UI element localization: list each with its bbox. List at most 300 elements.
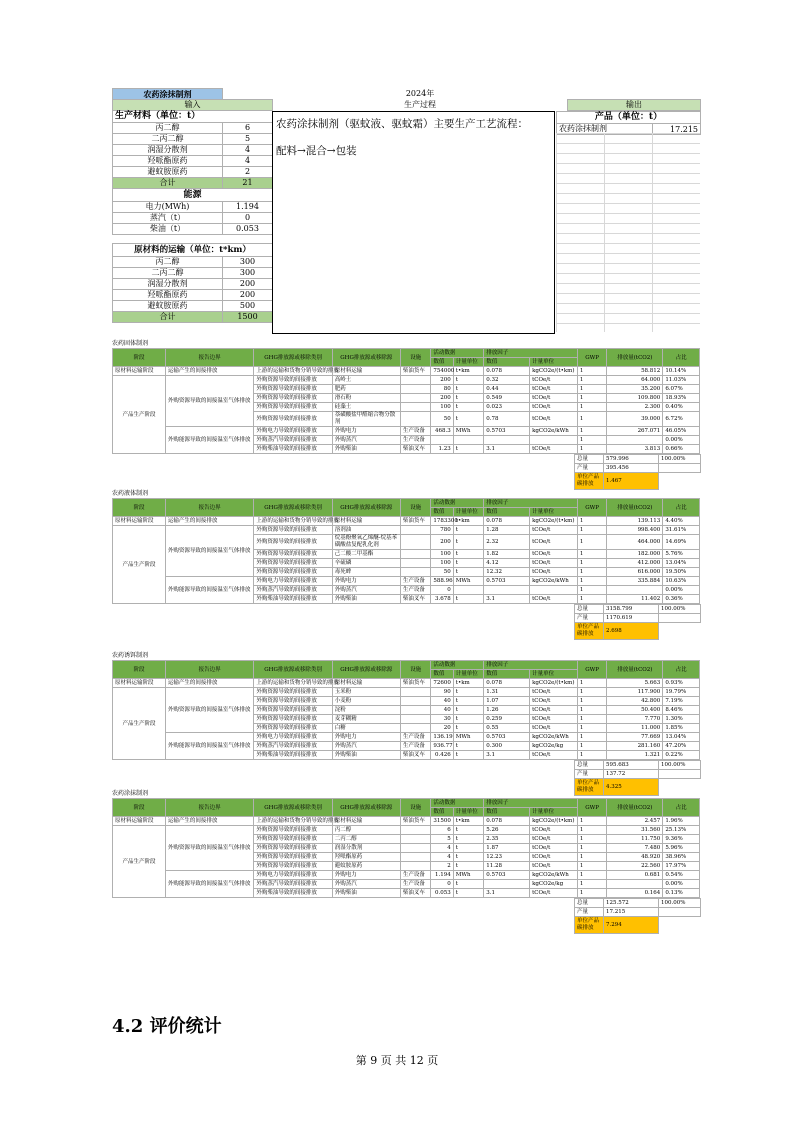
table-cell: tCOe/t — [530, 889, 578, 898]
table-cell: t — [453, 385, 484, 394]
table-cell: 0.44 — [484, 385, 530, 394]
table-cell: 1 — [577, 517, 607, 526]
column-header: GHG排放源或移除类别 — [254, 349, 332, 367]
column-header: 阶段 — [113, 661, 166, 679]
table-cell: 0.164 — [607, 889, 663, 898]
table-cell: 生产设备 — [400, 427, 431, 436]
unit-emission-value: 4.325 — [604, 779, 659, 796]
table-cell: tCOe/t — [530, 826, 578, 835]
summary-value — [659, 464, 701, 473]
column-subheader: 计量单位 — [530, 670, 578, 679]
table-cell: 11.000 — [607, 724, 663, 733]
table-cell: 1 — [577, 889, 607, 898]
column-header: 占比 — [663, 349, 700, 367]
summary-label: 总量 — [575, 761, 604, 770]
table-cell: 754000 — [431, 367, 453, 376]
column-subheader: 数值 — [431, 808, 453, 817]
summary-label: 总量 — [575, 605, 604, 614]
column-header: GWP — [577, 661, 607, 679]
table-cell: 80 — [431, 385, 453, 394]
table-cell: 1 — [577, 724, 607, 733]
table-cell: 2.300 — [607, 403, 663, 412]
table-cell: 1 — [577, 436, 607, 445]
table-cell — [400, 535, 431, 550]
table-cell: 139.113 — [607, 517, 663, 526]
table-cell: 0.023 — [484, 403, 530, 412]
summary-label: 产量 — [575, 614, 604, 623]
table-cell: 0.36% — [663, 595, 700, 604]
table-cell: t — [453, 568, 484, 577]
table-cell: 10.14% — [663, 367, 700, 376]
table-cell: 肥药 — [332, 385, 400, 394]
column-header: 排放因子 — [484, 799, 578, 808]
input-header: 输入 — [113, 100, 273, 111]
table-cell: 0 — [431, 880, 453, 889]
stage-cell: 产品生产阶段 — [113, 826, 166, 898]
table-cell: 1 — [577, 445, 607, 454]
table-cell: 182.000 — [607, 550, 663, 559]
table-cell: t — [453, 889, 484, 898]
column-subheader: 计量单位 — [453, 358, 484, 367]
summary-label: 产量 — [575, 770, 604, 779]
table-cell — [400, 724, 431, 733]
table-cell: 200 — [431, 535, 453, 550]
column-header: GHG排放源或移除源 — [332, 349, 400, 367]
column-subheader: 数值 — [484, 358, 530, 367]
table-cell: 外购资源导致的间接排放 — [254, 550, 332, 559]
table-cell: 外购资源导致的间接排放 — [254, 394, 332, 403]
table-cell: 外购资源导致的间接排放 — [254, 826, 332, 835]
table-cell: 外购蒸汽 — [332, 436, 400, 445]
table-cell: 998.400 — [607, 526, 663, 535]
table-cell: 936.77 — [431, 742, 453, 751]
boundary-cell: 外购资源导致的间接温室气体排放 — [165, 526, 254, 577]
column-header: 报告边界 — [165, 349, 254, 367]
table-cell: 柴油货车 — [400, 817, 431, 826]
table-cell: 1 — [577, 751, 607, 760]
column-subheader: 计量单位 — [453, 508, 484, 517]
table-cell: 19.79% — [663, 688, 700, 697]
table-cell: tCOe/t — [530, 844, 578, 853]
table-cell: tCOe/t — [530, 853, 578, 862]
table-cell: t — [453, 559, 484, 568]
column-header: GHG排放源或移除源 — [332, 499, 400, 517]
table-cell: 1.85% — [663, 724, 700, 733]
table-cell: 3.813 — [607, 445, 663, 454]
table-cell: 0.078 — [484, 367, 530, 376]
table-cell: 外购资源导致的间接排放 — [254, 403, 332, 412]
table-row — [113, 427, 700, 436]
table-cell: 生产设备 — [400, 733, 431, 742]
table-cell: 0.93% — [663, 679, 700, 688]
table-cell: 200 — [431, 394, 453, 403]
table-cell — [400, 826, 431, 835]
summary-value: 17.215 — [604, 908, 659, 917]
table-cell: 外购电力 — [332, 871, 400, 880]
table-cell: 7.480 — [607, 844, 663, 853]
table-cell: 1.23 — [431, 445, 453, 454]
table-cell: 上游的运输和货物分销导致的排放 — [254, 817, 332, 826]
column-header: GWP — [577, 499, 607, 517]
table-cell: kgCO2e/kWh — [530, 733, 578, 742]
table-cell: 1 — [577, 412, 607, 427]
table-cell: 14.69% — [663, 535, 700, 550]
table-cell: 生产设备 — [400, 586, 431, 595]
table-cell: 外购电力 — [332, 577, 400, 586]
table-cell — [431, 436, 453, 445]
table-cell: 避蚊胺原药 — [332, 862, 400, 871]
table-cell: t — [453, 880, 484, 889]
table-cell: 生产设备 — [400, 577, 431, 586]
table-cell: tCOe/t — [530, 526, 578, 535]
table-cell: 0.40% — [663, 403, 700, 412]
product-name: 农药涂抹制剂 — [557, 124, 653, 135]
section-name: 农药固体制剂 — [112, 340, 149, 347]
table-cell: 烷基酚聚氧乙烯醚-烷基苯磺酸盐复配乳化剂 — [332, 535, 400, 550]
table-cell: 1 — [577, 568, 607, 577]
table-cell: 267.071 — [607, 427, 663, 436]
table-cell: 3.1 — [484, 445, 530, 454]
table-cell: t — [453, 445, 484, 454]
table-cell: t — [453, 688, 484, 697]
table-cell: 运输产生的间接排放 — [165, 367, 254, 376]
table-cell: 丙二醇 — [332, 826, 400, 835]
table-cell: tCOe/t — [530, 697, 578, 706]
table-cell: 42.800 — [607, 697, 663, 706]
column-subheader: 计量单位 — [530, 808, 578, 817]
table-cell: 1783300 — [431, 517, 453, 526]
table-cell — [400, 853, 431, 862]
table-cell: 1.96% — [663, 817, 700, 826]
table-cell: 5.663 — [607, 679, 663, 688]
table-cell: 3.1 — [484, 595, 530, 604]
table-cell: tCOe/t — [530, 385, 578, 394]
unit-emission-label: 单位产品碳排放 — [575, 779, 604, 796]
table-cell — [400, 844, 431, 853]
table-cell: kgCO2e/kWh — [530, 427, 578, 436]
table-cell: t•km — [453, 367, 484, 376]
boundary-cell: 外购能源导致的间接温室气体排放 — [165, 871, 254, 898]
table-cell: 0.55 — [484, 724, 530, 733]
table-cell — [530, 586, 578, 595]
column-subheader: 数值 — [431, 508, 453, 517]
table-row — [113, 577, 700, 586]
table-cell: 0.5703 — [484, 871, 530, 880]
table-cell: 萘磺酸盐甲醛缩合物分散剂 — [332, 412, 400, 427]
table-cell: tCOe/t — [530, 595, 578, 604]
column-header: GHG排放源或移除类别 — [254, 799, 332, 817]
column-header: 设施 — [400, 499, 431, 517]
process-box — [272, 111, 555, 334]
table-cell: 1 — [577, 376, 607, 385]
summary-value: 1170.619 — [604, 614, 659, 623]
unit-emission-label: 单位产品碳排放 — [575, 473, 604, 490]
table-cell: 6.72% — [663, 412, 700, 427]
table-cell: 0.053 — [431, 889, 453, 898]
table-cell: tCOe/t — [530, 550, 578, 559]
table-cell: t — [453, 844, 484, 853]
column-header: 排放量(tCO2) — [607, 661, 663, 679]
energy-value: 1.194 — [223, 202, 273, 213]
emission-section — [112, 790, 700, 934]
table-cell: 11.28 — [484, 862, 530, 871]
boundary-cell: 外购能源导致的间接温室气体排放 — [165, 577, 254, 604]
table-cell: 原材料运输阶段 — [113, 367, 166, 376]
table-cell: 羟哌酯原药 — [332, 853, 400, 862]
table-cell: 200 — [431, 376, 453, 385]
table-cell: t — [453, 697, 484, 706]
table-cell: 3.1 — [484, 889, 530, 898]
table-cell: t — [453, 412, 484, 427]
table-cell: 47.20% — [663, 742, 700, 751]
column-subheader: 计量单位 — [530, 508, 578, 517]
table-cell: 外购柴油 — [332, 595, 400, 604]
table-cell: MWh — [453, 871, 484, 880]
boundary-cell: 外购能源导致的间接温室气体排放 — [165, 733, 254, 760]
table-cell: 10.63% — [663, 577, 700, 586]
table-cell — [484, 586, 530, 595]
table-cell: tCOe/t — [530, 394, 578, 403]
table-cell: 外购电力 — [332, 427, 400, 436]
table-row — [113, 817, 700, 826]
table-cell — [530, 436, 578, 445]
stage-cell: 产品生产阶段 — [113, 688, 166, 760]
table-cell: 1 — [577, 844, 607, 853]
table-cell: 468.3 — [431, 427, 453, 436]
column-subheader: 计量单位 — [530, 358, 578, 367]
table-cell — [400, 412, 431, 427]
table-cell: 46.05% — [663, 427, 700, 436]
table-row — [113, 526, 700, 535]
materials-header: 生产材料（单位：t） — [113, 111, 273, 123]
table-cell: 2.32 — [484, 535, 530, 550]
summary-value: 595.683 — [604, 761, 659, 770]
table-cell: 1 — [577, 550, 607, 559]
section-name: 农药涂抹制剂 — [112, 790, 149, 797]
table-cell: 18.93% — [663, 394, 700, 403]
summary-block — [112, 88, 700, 111]
table-cell: 2.35 — [484, 835, 530, 844]
table-cell: tCOe/t — [530, 568, 578, 577]
table-cell — [400, 376, 431, 385]
column-subheader: 计量单位 — [453, 670, 484, 679]
table-cell: 外购资源导致的间接排放 — [254, 706, 332, 715]
section-name: 农药诱饵制剂 — [112, 652, 149, 659]
table-cell: 1 — [577, 403, 607, 412]
summary-value — [659, 614, 701, 623]
table-cell: 464.000 — [607, 535, 663, 550]
table-cell: 117.900 — [607, 688, 663, 697]
transport-header: 原材料的运输（单位：t*km） — [113, 244, 273, 257]
transport-value: 500 — [223, 301, 273, 312]
unit-emission-label: 单位产品碳排放 — [575, 623, 604, 640]
energy-value: 0.053 — [223, 224, 273, 235]
table-cell: 35.200 — [607, 385, 663, 394]
block-title: 农药涂抹制剂 — [113, 89, 223, 100]
transport-name: 羟哌酯原药 — [113, 290, 223, 301]
table-cell: 0.5703 — [484, 733, 530, 742]
table-cell: kgCO2e/kWh — [530, 577, 578, 586]
table-cell: 31500 — [431, 817, 453, 826]
transport-value: 200 — [223, 279, 273, 290]
table-cell: tCOe/t — [530, 412, 578, 427]
table-cell: tCOe/t — [530, 403, 578, 412]
table-cell: 原材料运输阶段 — [113, 517, 166, 526]
table-cell: 6.07% — [663, 385, 700, 394]
table-cell: t•km — [453, 817, 484, 826]
table-row — [113, 871, 700, 880]
summary-value — [659, 770, 701, 779]
column-header: 报告边界 — [165, 499, 254, 517]
table-cell: 1 — [577, 688, 607, 697]
table-cell: 外购柴油 — [332, 889, 400, 898]
page-number: 第 9 页 共 12 页 — [355, 1054, 439, 1067]
table-cell: 运输产生的间接排放 — [165, 817, 254, 826]
table-cell: 7.19% — [663, 697, 700, 706]
table-cell: t — [453, 826, 484, 835]
table-cell: 外购蒸汽导致的间接排放 — [254, 586, 332, 595]
summary-value: 100.00% — [659, 761, 701, 770]
table-cell: 0.13% — [663, 889, 700, 898]
table-cell: tCOe/t — [530, 724, 578, 733]
emission-section — [112, 490, 700, 640]
table-cell: 外购蒸汽 — [332, 880, 400, 889]
table-cell: 己二酸二甲基酯 — [332, 550, 400, 559]
column-header: 报告边界 — [165, 661, 254, 679]
table-cell: tCOe/t — [530, 862, 578, 871]
table-cell: 高岭土 — [332, 376, 400, 385]
boundary-cell: 外购能源导致的间接温室气体排放 — [165, 427, 254, 454]
table-cell: 滑石粉 — [332, 394, 400, 403]
table-cell: 5.96% — [663, 844, 700, 853]
transport-name: 润湿分散剂 — [113, 279, 223, 290]
table-cell: 生产设备 — [400, 742, 431, 751]
column-header: 活动数据 — [431, 499, 484, 508]
table-row — [113, 376, 700, 385]
table-cell: 30 — [431, 715, 453, 724]
table-cell: 柴油货车 — [400, 517, 431, 526]
table-cell: 39.000 — [607, 412, 663, 427]
table-cell: 0.32 — [484, 376, 530, 385]
table-cell — [400, 550, 431, 559]
table-cell: tCOe/t — [530, 835, 578, 844]
table-cell: 外购蒸汽导致的间接排放 — [254, 880, 332, 889]
table-cell: 外购柴油导致的间接排放 — [254, 889, 332, 898]
summary-label: 产量 — [575, 908, 604, 917]
section-heading: 4.2 评价统计 — [112, 1016, 222, 1037]
table-cell — [400, 688, 431, 697]
table-cell: kgCO2e/(t•km) — [530, 517, 578, 526]
table-cell: 588.96 — [431, 577, 453, 586]
material-value: 4 — [223, 156, 273, 167]
table-cell: kgCO2e/kWh — [530, 871, 578, 880]
table-cell: tCOe/t — [530, 376, 578, 385]
column-header: 排放因子 — [484, 349, 578, 358]
summary-value: 137.72 — [604, 770, 659, 779]
table-cell: 11.750 — [607, 835, 663, 844]
table-cell: 0.078 — [484, 817, 530, 826]
table-cell: t — [453, 742, 484, 751]
table-cell: 1 — [577, 826, 607, 835]
table-cell: 外购资源导致的间接排放 — [254, 568, 332, 577]
table-cell: 外购电力导致的间接排放 — [254, 733, 332, 742]
table-cell — [400, 526, 431, 535]
summary-value: 100.00% — [659, 605, 701, 614]
table-cell: 淀粉 — [332, 706, 400, 715]
column-header: 排放量(tCO2) — [607, 349, 663, 367]
column-header: GWP — [577, 799, 607, 817]
column-header: 设施 — [400, 349, 431, 367]
table-cell: 5.26 — [484, 826, 530, 835]
column-subheader: 数值 — [431, 358, 453, 367]
table-cell: 1 — [577, 871, 607, 880]
transport-total-label: 合计 — [113, 312, 223, 323]
table-cell: MWh — [453, 733, 484, 742]
table-cell: 25.13% — [663, 826, 700, 835]
table-cell: t — [453, 550, 484, 559]
table-cell: 2 — [431, 862, 453, 871]
column-header: GWP — [577, 349, 607, 367]
table-row — [113, 826, 700, 835]
table-cell: 0.681 — [607, 871, 663, 880]
table-cell: 38.96% — [663, 853, 700, 862]
table-cell: t — [453, 862, 484, 871]
transport-total: 1500 — [223, 312, 273, 323]
table-cell — [453, 586, 484, 595]
table-cell: tCOe/t — [530, 706, 578, 715]
material-name: 润湿分散剂 — [113, 145, 223, 156]
table-cell: t•km — [453, 517, 484, 526]
table-cell — [400, 385, 431, 394]
table-cell: tCOe/t — [530, 559, 578, 568]
stage-cell: 产品生产阶段 — [113, 526, 166, 604]
column-header: GHG排放源或移除类别 — [254, 661, 332, 679]
table-cell: 柴油叉车 — [400, 595, 431, 604]
transport-name: 丙二醇 — [113, 257, 223, 268]
table-cell — [453, 436, 484, 445]
table-cell: 外购资源导致的间接排放 — [254, 526, 332, 535]
section-name: 农药液体制剂 — [112, 490, 149, 497]
table-cell: 外购蒸汽 — [332, 742, 400, 751]
table-cell: 3.678 — [431, 595, 453, 604]
table-cell: tCOe/t — [530, 688, 578, 697]
table-cell: 外购资源导致的间接排放 — [254, 835, 332, 844]
table-cell: 外购柴油导致的间接排放 — [254, 595, 332, 604]
boundary-cell: 外购资源导致的间接温室气体排放 — [165, 376, 254, 427]
column-header: 活动数据 — [431, 349, 484, 358]
table-cell: 11.03% — [663, 376, 700, 385]
transport-name: 二丙二醇 — [113, 268, 223, 279]
table-cell: 0.426 — [431, 751, 453, 760]
table-cell: 1 — [577, 862, 607, 871]
material-value: 5 — [223, 134, 273, 145]
table-cell: 17.97% — [663, 862, 700, 871]
table-cell: 柴油叉车 — [400, 751, 431, 760]
table-cell: 1 — [577, 679, 607, 688]
materials-total: 21 — [223, 178, 273, 189]
column-subheader: 数值 — [484, 508, 530, 517]
emission-section — [112, 652, 700, 796]
table-cell: 外购蒸汽 — [332, 586, 400, 595]
table-cell: 外购资源导致的间接排放 — [254, 862, 332, 871]
table-cell: 0.300 — [484, 742, 530, 751]
table-cell: t — [453, 595, 484, 604]
table-cell: 77.669 — [607, 733, 663, 742]
table-cell: 90 — [431, 688, 453, 697]
table-cell: 1 — [577, 559, 607, 568]
table-cell: 48.920 — [607, 853, 663, 862]
table-cell: 1 — [577, 853, 607, 862]
